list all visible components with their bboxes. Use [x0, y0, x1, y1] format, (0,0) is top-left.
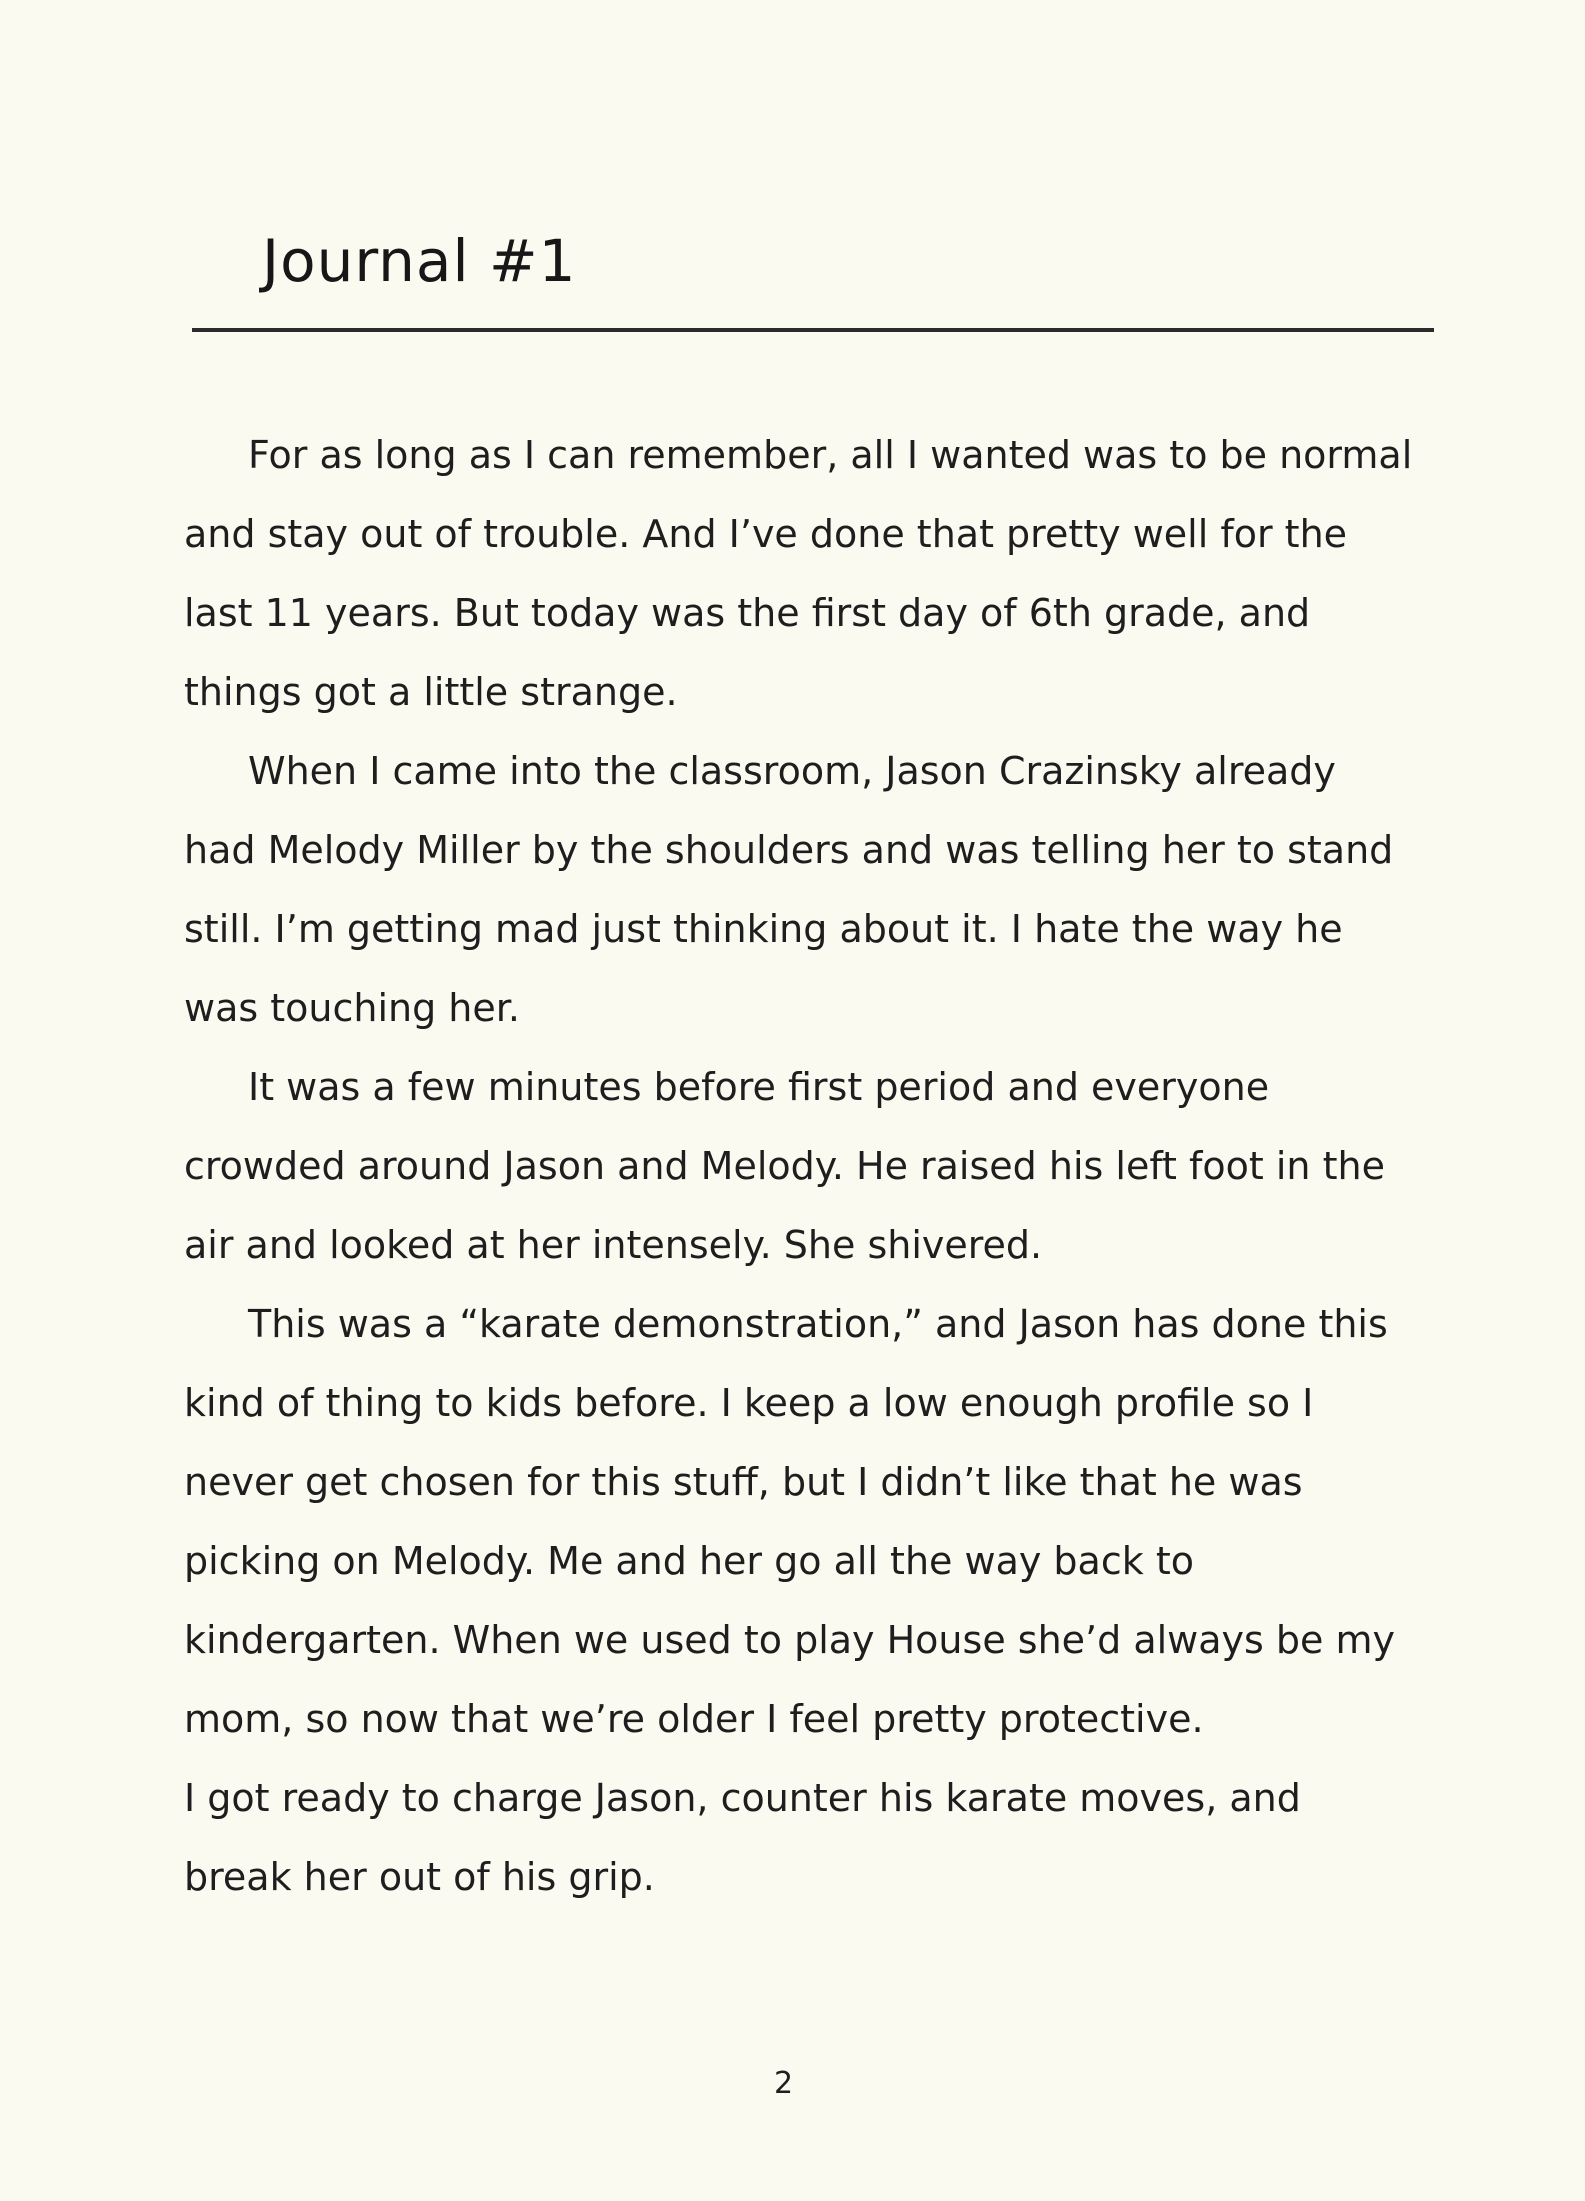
journal-paragraph-3: It was a few minutes before first period and everyone crowded around Jason and Melody. He raised his left foot in the air and looked at her intensely. She shivered. — [184, 1065, 1385, 1267]
journal-paragraph-4: This was a “karate demonstration,” and Jason has done this kind of thing to kids before. I keep a low enough profile so I never get chosen for this stuff, but I didn’t like that he was picking on Melody. Me and her go all the way back to kindergarten. When we used to play House she’d always be my mom, so now that we’re older I feel pretty protective. — [184, 1302, 1395, 1741]
heading-divider — [192, 328, 1434, 332]
journal-paragraph-5: I got ready to charge Jason, counter his karate moves, and break her out of his grip. — [184, 1776, 1301, 1899]
journal-paragraph-2: When I came into the classroom, Jason Crazinsky already had Melody Miller by the shoulders and was telling her to stand still. I’m getting mad just thinking about it. I hate the way he was touching her. — [184, 749, 1394, 1030]
page-number: 2 — [774, 2066, 794, 2101]
journal-body — [184, 416, 1419, 1917]
journal-paragraph-1: For as long as I can remember, all I wanted was to be normal and stay out of trouble. And I’ve done that pretty well for the last 11 years. But today was the first day of 6th grade, and things got a little strange. — [184, 433, 1413, 714]
journal-heading: Journal #1 — [262, 227, 577, 295]
